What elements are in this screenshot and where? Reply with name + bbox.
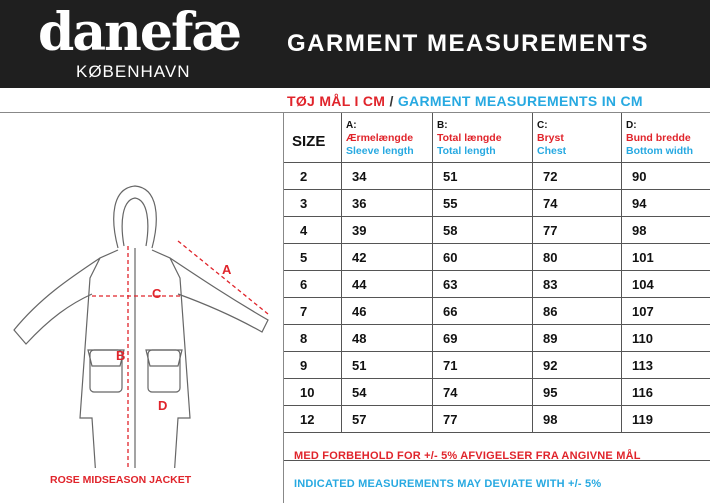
measurement-cell: 89	[543, 331, 558, 346]
measurement-cell: 39	[352, 223, 367, 238]
table-row-divider	[284, 189, 710, 190]
measurement-cell: 98	[543, 412, 558, 427]
sleeve-length-line	[178, 241, 268, 314]
size-cell: 6	[300, 277, 308, 292]
measurement-cell: 48	[352, 331, 367, 346]
subtitle-english: GARMENT MEASUREMENTS IN CM	[397, 93, 643, 109]
measurement-cell: 57	[352, 412, 367, 427]
label-a: A	[222, 262, 232, 277]
diagram-caption: ROSE MIDSEASON JACKET	[50, 474, 192, 486]
measurement-cell: 77	[543, 223, 558, 238]
table-column-divider	[532, 113, 533, 432]
measurement-cell: 74	[543, 196, 558, 211]
size-cell: 4	[300, 223, 308, 238]
measurement-cell: 55	[443, 196, 458, 211]
measurement-cell: 77	[443, 412, 458, 427]
measurement-cell: 34	[352, 169, 367, 184]
measurement-cell: 69	[443, 331, 458, 346]
measurement-cell: 113	[632, 358, 653, 373]
measurement-cell: 107	[632, 304, 654, 319]
measurement-cell: 54	[352, 385, 367, 400]
measurement-cell: 51	[352, 358, 367, 373]
table-row-divider	[284, 351, 710, 352]
table-column-divider	[432, 113, 433, 432]
measurement-cell: 51	[443, 169, 458, 184]
brand-logo: danefæ	[38, 2, 241, 63]
measurements-subtitle	[287, 93, 643, 109]
measurement-cell: 94	[632, 196, 647, 211]
column-letter: C:	[537, 120, 548, 131]
measurement-cell: 46	[352, 304, 367, 319]
label-b: B	[116, 348, 126, 363]
measurement-cell: 90	[632, 169, 647, 184]
table-row-divider	[284, 324, 710, 325]
subtitle-separator: /	[389, 93, 394, 109]
size-cell: 8	[300, 331, 308, 346]
size-cell: 9	[300, 358, 308, 373]
brand-city: KØBENHAVN	[76, 62, 191, 81]
measurement-cell: 63	[443, 277, 458, 292]
left-panel-border	[283, 113, 284, 503]
size-cell: 12	[300, 412, 315, 427]
size-cell: 10	[300, 385, 315, 400]
table-row-divider	[284, 378, 710, 379]
column-label-danish: Bryst	[537, 132, 564, 144]
measurement-cell: 60	[443, 250, 458, 265]
measurement-cell: 98	[632, 223, 647, 238]
column-letter: D:	[626, 120, 637, 131]
table-row-divider	[284, 243, 710, 244]
size-cell: 3	[300, 196, 308, 211]
size-cell: 7	[300, 304, 308, 319]
size-cell: 2	[300, 169, 308, 184]
note-danish: MED FORBEHOLD FOR +/- 5% AFVIGELSER FRA ANGIVNE MÅL	[294, 450, 641, 462]
label-c: C	[152, 286, 162, 301]
table-row-divider	[284, 216, 710, 217]
table-row-divider	[284, 432, 710, 433]
header-title: GARMENT MEASUREMENTS	[287, 30, 650, 57]
size-header: SIZE	[292, 133, 326, 150]
measurement-cell: 119	[632, 412, 653, 427]
measurement-cell: 72	[543, 169, 558, 184]
measurement-cell: 58	[443, 223, 458, 238]
hood-outline	[114, 186, 157, 248]
size-cell: 5	[300, 250, 308, 265]
measurement-cell: 95	[543, 385, 558, 400]
measurement-cell: 101	[632, 250, 654, 265]
label-d: D	[158, 398, 168, 413]
table-column-divider	[621, 113, 622, 432]
table-column-divider	[341, 113, 342, 432]
column-label-english: Sleeve length	[346, 145, 414, 157]
column-letter: A:	[346, 120, 357, 131]
subtitle-danish: TØJ MÅL I CM	[287, 93, 386, 109]
measurement-cell: 86	[543, 304, 558, 319]
column-label-english: Bottom width	[626, 145, 694, 157]
column-letter: B:	[437, 120, 448, 131]
measurement-cell: 66	[443, 304, 458, 319]
table-row-divider	[284, 162, 710, 163]
column-label-danish: Total længde	[437, 132, 502, 144]
table-row-divider	[284, 405, 710, 406]
column-label-danish: Bund bredde	[626, 132, 691, 144]
subtitle-divider	[0, 112, 710, 113]
column-label-english: Total length	[437, 145, 496, 157]
measurement-cell: 42	[352, 250, 367, 265]
measurement-cell: 92	[543, 358, 558, 373]
header-banner	[0, 0, 710, 88]
measurement-cell: 44	[352, 277, 367, 292]
table-row-divider	[284, 270, 710, 271]
measurement-cell: 36	[352, 196, 367, 211]
table-row-divider	[284, 297, 710, 298]
measurement-cell: 71	[443, 358, 458, 373]
measurement-cell: 110	[632, 331, 653, 346]
measurement-cell: 116	[632, 385, 653, 400]
note-english: INDICATED MEASUREMENTS MAY DEVIATE WITH +/- 5%	[294, 478, 602, 490]
column-label-danish: Ærmelængde	[346, 132, 414, 144]
measurement-cell: 80	[543, 250, 558, 265]
column-label-english: Chest	[537, 145, 567, 157]
measurement-cell: 83	[543, 277, 558, 292]
measurement-cell: 104	[632, 277, 654, 292]
jacket-diagram	[0, 118, 283, 468]
measurement-cell: 74	[443, 385, 458, 400]
